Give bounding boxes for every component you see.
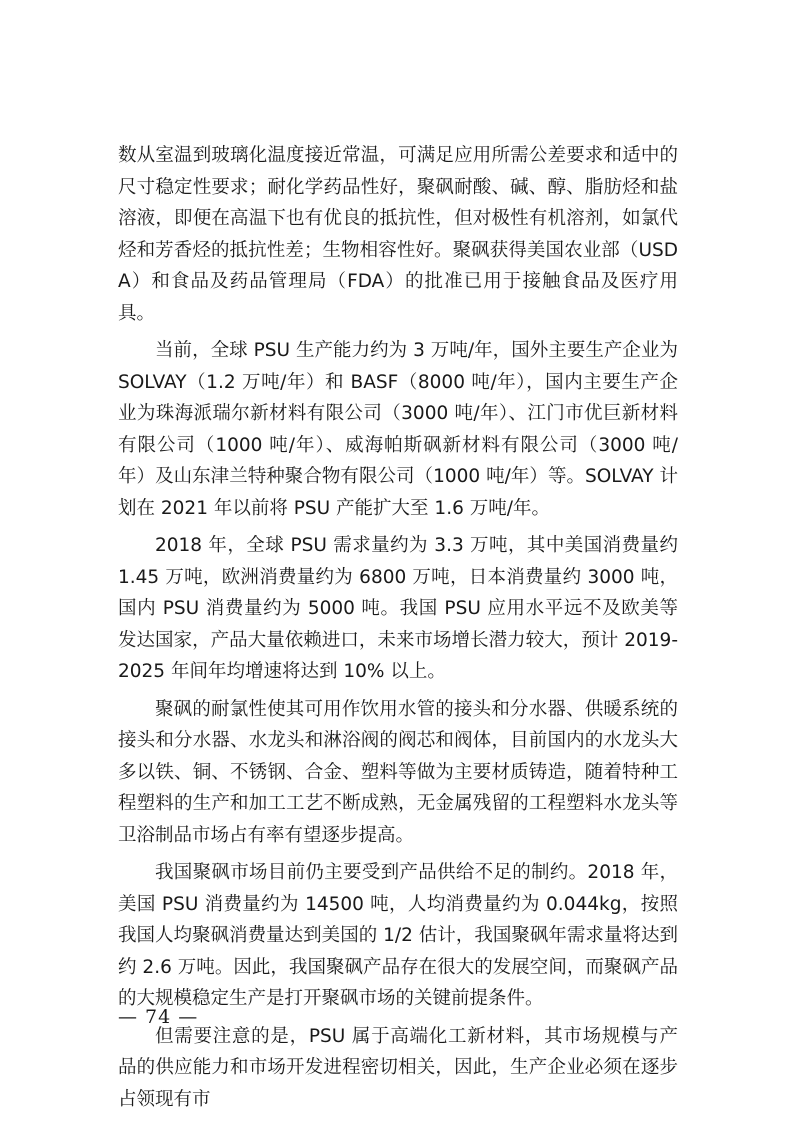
paragraph-market-supply: 我国聚砜市场目前仍主要受到产品供给不足的制约。2018 年，美国 PSU 消费量约为 14500 吨，人均消费量约为 0.044kg，按照我国人均聚砜消费量达到美国的 1/2 估计，我国聚砜年需求量将达到约 2.6 万吨。因此，我国聚砜产品存在很大的发展空间，而聚砜产品的大规模稳定生产是打开聚砜市场的关键前提条件。 bbox=[118, 862, 678, 1009]
paragraph-note: 但需要注意的是，PSU 属于高端化工新材料，其市场规模与产品的供应能力和市场开发进程密切相关，因此，生产企业必须在逐步占领现有市 bbox=[118, 1025, 678, 1110]
paragraph-applications: 聚砜的耐氯性使其可用作饮用水管的接头和分水器、供暖系统的接头和分水器、水龙头和淋浴阀的阀芯和阀体，目前国内的水龙头大多以铁、铜、不锈钢、合金、塑料等做为主要材质铸造，随着特种工程塑料的生产和加工工艺不断成熟，无金属残留的工程塑料水龙头等卫浴制品市场占有率有望逐步提高。 bbox=[118, 698, 678, 846]
page-number: — 74 — bbox=[118, 1006, 199, 1028]
paragraph-continued: 数从室温到玻璃化温度接近常温，可满足应用所需公差要求和适中的尺寸稳定性要求；耐化学药品性好，聚砜耐酸、碱、醇、脂肪烃和盐溶液，即便在高温下也有优良的抵抗性，但对极性有机溶剂，如氯代烃和芳香烃的抵抗性差；生物相容性好。聚砜获得美国农业部（USDA）和食品及药品管理局（FDA）的批准已用于接触食品及医疗用具。 bbox=[118, 145, 678, 324]
paragraph-psu-capacity: 当前，全球 PSU 生产能力约为 3 万吨/年，国外主要生产企业为 SOLVAY（1.2 万吨/年）和 BASF（8000 吨/年），国内主要生产企业为珠海派瑞尔新材料有限公司（3000 吨/年）、江门市优巨新材料有限公司（1000 吨/年）、威海帕斯砜新材料有限公司（3000 吨/年）及山东津兰特种聚合物有限公司（1000 吨/年）等。SOLVAY 计划在 2021 年以前将 PSU 产能扩大至 1.6 万吨/年。 bbox=[118, 340, 678, 519]
paragraph-psu-demand: 2018 年，全球 PSU 需求量约为 3.3 万吨，其中美国消费量约 1.45 万吨，欧洲消费量约为 6800 万吨，日本消费量约 3000 吨，国内 PSU 消费量约为 5000 吨。我国 PSU 应用水平远不及欧美等发达国家，产品大量依赖进口，未来市场增长潜力较大，预计 2019-2025 年间年均增速将达到 10% 以上。 bbox=[118, 535, 678, 682]
body-text bbox=[118, 140, 678, 1121]
